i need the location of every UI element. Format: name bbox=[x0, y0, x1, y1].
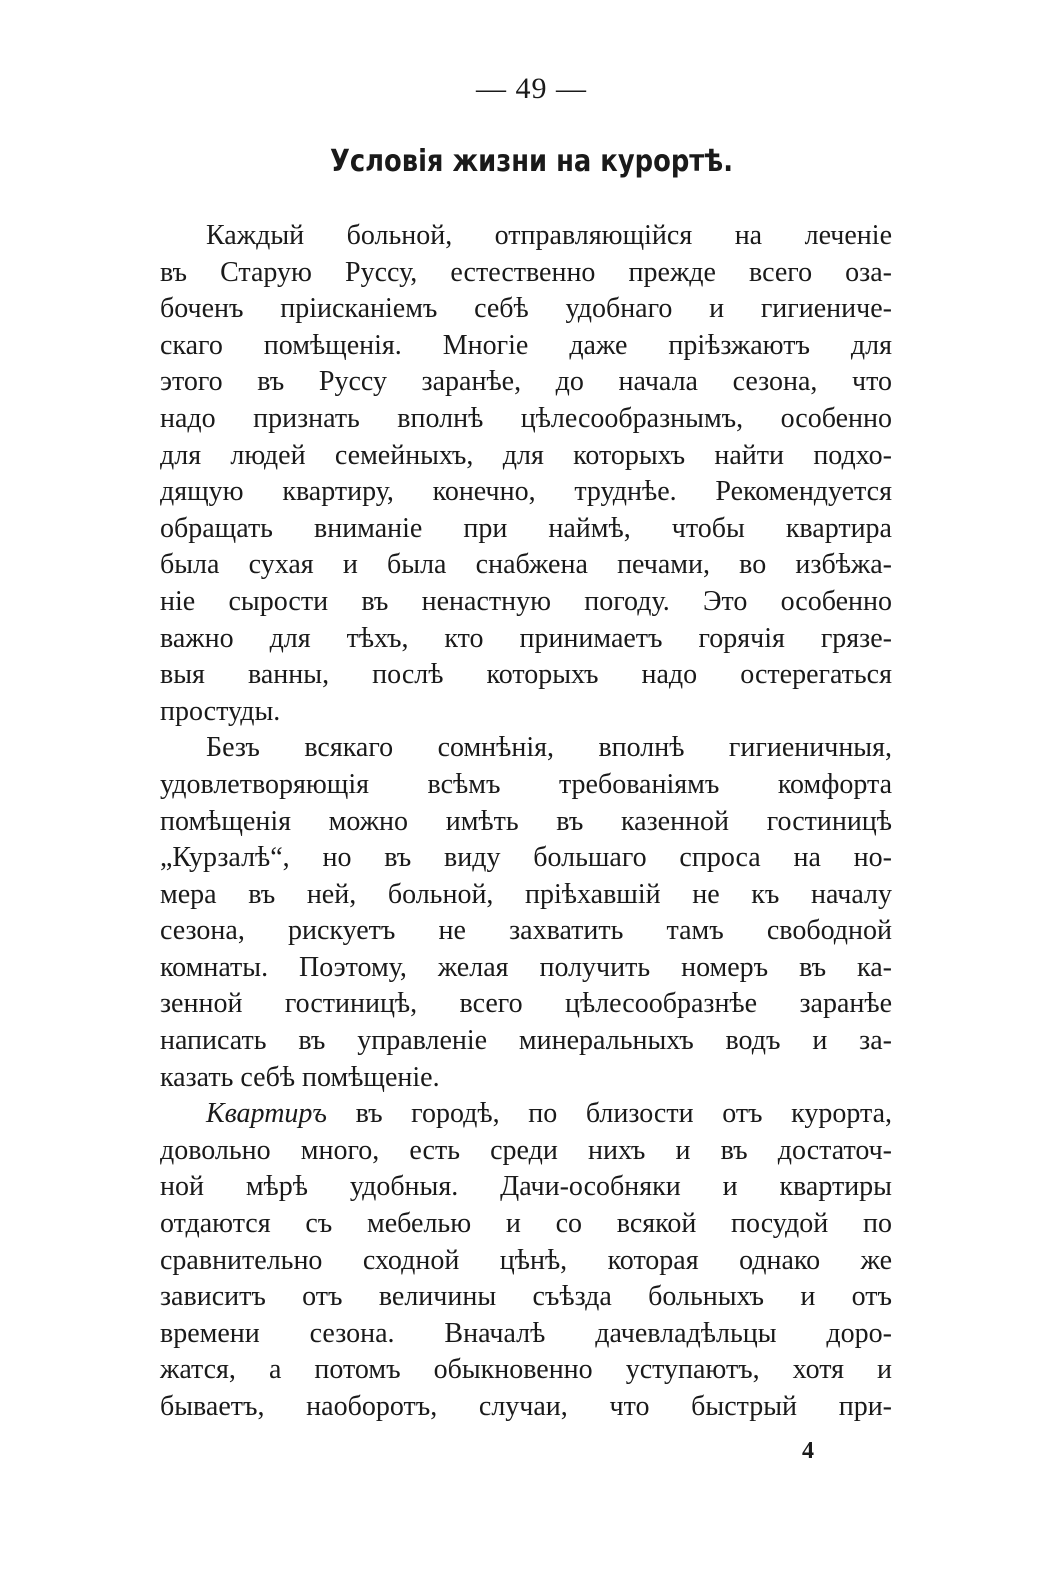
paragraph-1 bbox=[160, 218, 892, 730]
text-line: этого въ Руссу заранѣе, до начала сезона, что bbox=[160, 366, 892, 398]
italic-term: Квартиръ bbox=[206, 1098, 327, 1130]
text-line: жатся, а потомъ обыкновенно уступаютъ, хотя и bbox=[160, 1354, 892, 1386]
text-line: сезона, рискуетъ не захватить тамъ свободной bbox=[160, 915, 892, 947]
text-line bbox=[160, 1096, 892, 1133]
text-line: мера въ ней, больной, пріѣхавшій не къ началу bbox=[160, 878, 892, 910]
text-fragment: въ городѣ, по близости отъ курорта, bbox=[326, 1098, 892, 1130]
text-line: скаго помѣщенія. Многіе даже пріѣзжаютъ для bbox=[160, 329, 892, 361]
text-line: сравнительно сходной цѣнѣ, которая однако же bbox=[160, 1244, 892, 1276]
text-line: обращать вниманіе при наймѣ, чтобы квартира bbox=[160, 512, 892, 544]
text-line: времени сезона. Вначалѣ дачевладѣльцы доро- bbox=[160, 1317, 892, 1349]
text-line: бываетъ, наоборотъ, случаи, что быстрый при- bbox=[160, 1391, 892, 1422]
text-line: выя ванны, послѣ которыхъ надо остерегаться bbox=[160, 659, 892, 691]
text-line: ніе сырости въ ненастную погоду. Это особенно bbox=[160, 585, 892, 617]
text-line: боченъ пріисканіемъ себѣ удобнаго и гигиениче- bbox=[160, 293, 892, 325]
text-line: Безъ всякаго сомнѣнія, вполнѣ гигиеничныя, bbox=[206, 732, 892, 764]
text-line: ной мѣрѣ удобныя. Дачи-особняки и квартиры bbox=[160, 1171, 892, 1203]
text-line: была сухая и была снабжена печами, во избѣжа- bbox=[160, 549, 892, 581]
text-line: отдаются съ мебелью и со всякой посудой по bbox=[160, 1208, 892, 1240]
text-line: важно для тѣхъ, кто принимаетъ горячія грязе- bbox=[160, 622, 892, 654]
text-line: дящую квартиру, конечно, труднѣе. Рекомендуется bbox=[160, 476, 892, 508]
text-line: удовлетворяющія всѣмъ требованіямъ комфорта bbox=[160, 768, 892, 800]
text-line: довольно много, есть среди нихъ и въ достаточ- bbox=[160, 1134, 892, 1166]
text-line: надо признать вполнѣ цѣлесообразнымъ, особенно bbox=[160, 402, 892, 434]
text-line: комнаты. Поэтому, желая получить номеръ въ ка- bbox=[160, 951, 892, 983]
text-line: казать себѣ помѣщеніе. bbox=[160, 1061, 440, 1093]
signature-mark: 4 bbox=[802, 1438, 814, 1464]
body-text bbox=[160, 218, 892, 1426]
text-line: „Курзалѣ“, но въ виду большаго спроса на но- bbox=[160, 842, 892, 874]
page-number: — 49 — bbox=[476, 72, 587, 105]
section-heading: Условія жизни на курортѣ. bbox=[329, 144, 734, 179]
text-line: въ Старую Руссу, естественно прежде всего оза- bbox=[160, 256, 892, 288]
text-line: простуды. bbox=[160, 695, 281, 727]
paragraph-3 bbox=[160, 1096, 892, 1425]
paragraph-2 bbox=[160, 730, 892, 1096]
text-line: помѣщенія можно имѣть въ казенной гостиницѣ bbox=[160, 805, 892, 837]
text-line: зависитъ отъ величины съѣзда больныхъ и отъ bbox=[160, 1281, 892, 1313]
text-line: для людей семейныхъ, для которыхъ найти подхо- bbox=[160, 439, 892, 471]
text-line: написать въ управленіе минеральныхъ водъ и за- bbox=[160, 1025, 892, 1057]
text-line: зенной гостиницѣ, всего цѣлесообразнѣе заранѣе bbox=[160, 988, 892, 1020]
text-line: Каждый больной, отправляющійся на леченіе bbox=[206, 220, 892, 251]
